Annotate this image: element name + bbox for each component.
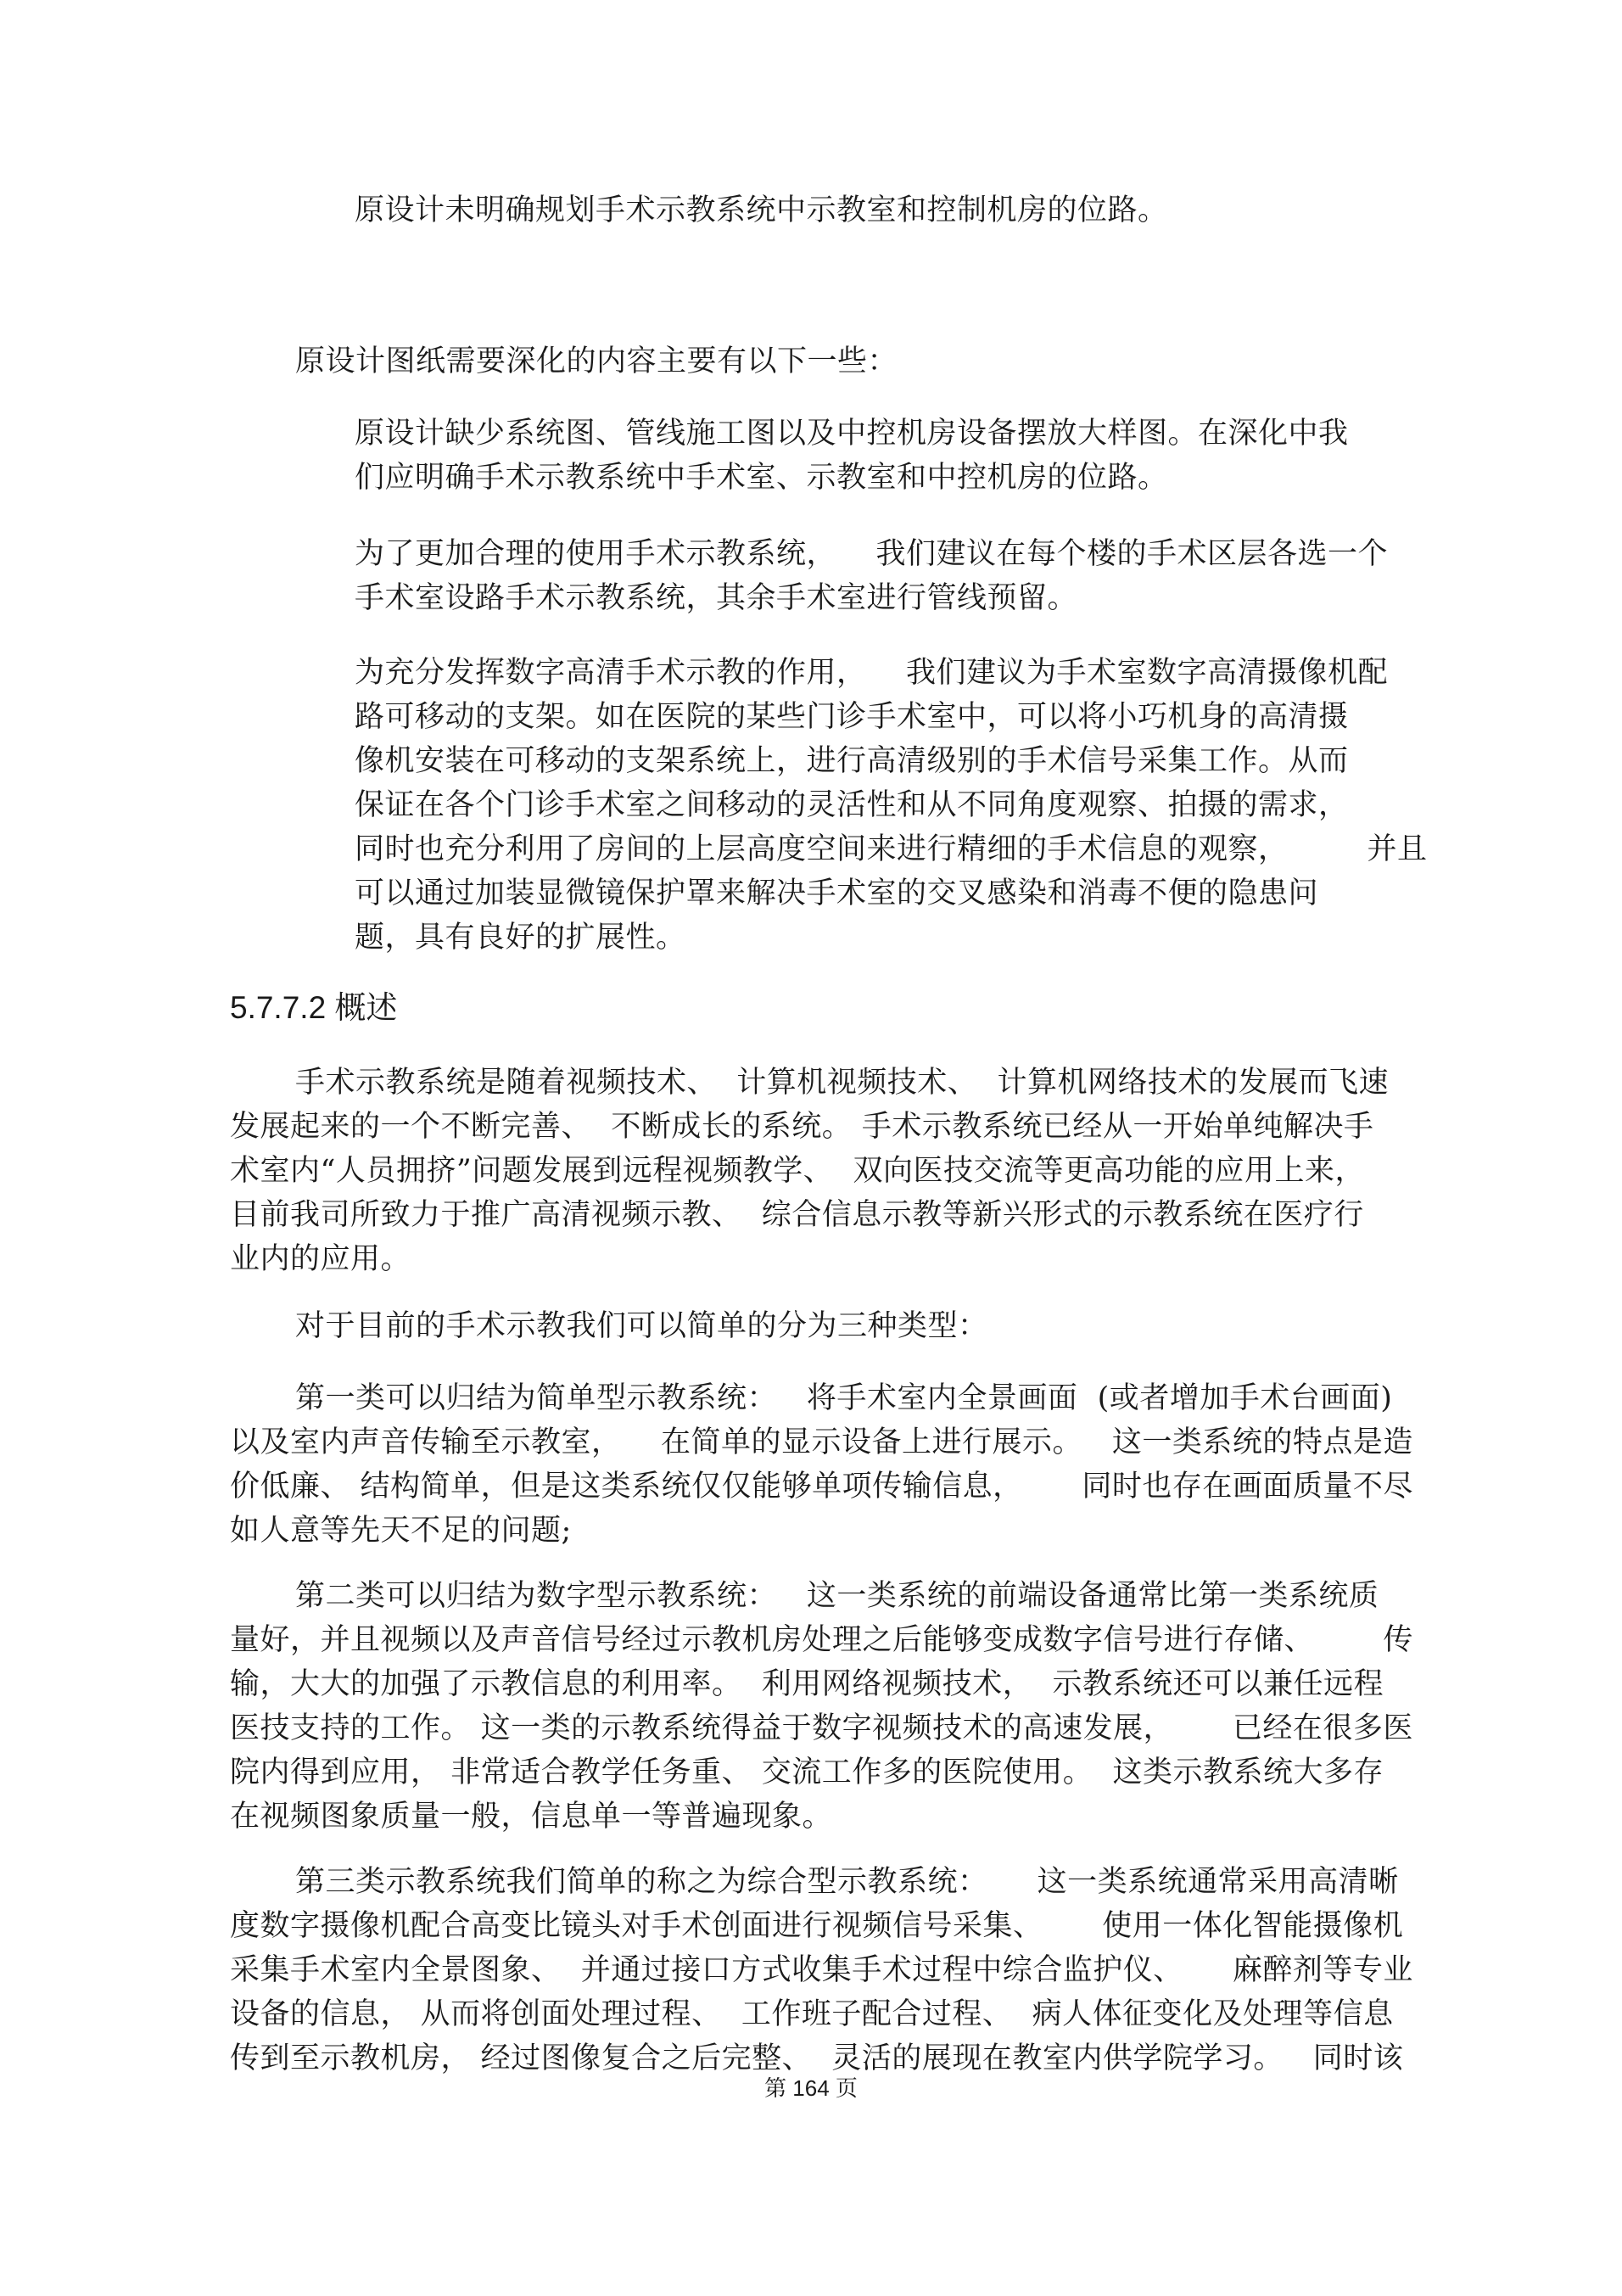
section-heading	[230, 986, 397, 1030]
paragraph-line: 为充分发挥数字高清手术示教的作用， 我们建议为手术室数字高清摄像机配	[355, 656, 1389, 690]
section-number: 5.7.7.2	[230, 990, 327, 1025]
paragraph-line: 手术示教系统是随着视频技术、 计算机视频技术、 计算机网络技术的发展而飞速	[295, 1066, 1390, 1100]
paragraph-line: 可以通过加装显微镜保护罩来解决手术室的交叉感染和消毒不便的隐患问	[355, 876, 1319, 910]
paragraph-line: 量好，并且视频以及声音信号经过示教机房处理之后能够变成数字信号进行存储、 传	[230, 1623, 1413, 1657]
paragraph-line: 度数字摄像机配合高变比镜头对手术创面进行视频信号采集、 使用一体化智能摄像机	[230, 1909, 1404, 1943]
paragraph-line: 术室内“人员拥挤”问题发展到远程视频教学、 双向医技交流等更高功能的应用上来，	[230, 1154, 1366, 1188]
paragraph-line: 题，具有良好的扩展性。	[355, 921, 686, 955]
paragraph-line: 以及室内声音传输至示教室， 在简单的显示设备上进行展示。 这一类系统的特点是造	[230, 1425, 1413, 1459]
paragraph-line: 同时也充分利用了房间的上层高度空间来进行精细的手术信息的观察， 并且	[355, 832, 1428, 866]
paragraph-line: 原设计图纸需要深化的内容主要有以下一些：	[295, 344, 898, 378]
paragraph-line: 设备的信息， 从而将创面处理过程、 工作班子配合过程、 病人体征变化及处理等信息	[230, 1997, 1394, 2031]
paragraph-line: 院内得到应用， 非常适合教学任务重、 交流工作多的医院使用。 这类示教系统大多存	[230, 1756, 1384, 1789]
paragraph-line: 输，大大的加强了示教信息的利用率。 利用网络视频技术， 示教系统还可以兼任远程	[230, 1667, 1384, 1701]
paragraph-line: 原设计未明确规划手术示教系统中示教室和控制机房的位路。	[355, 193, 1168, 227]
paragraph-line: 像机安装在可移动的支架系统上，进行高清级别的手术信号采集工作。从而	[355, 744, 1349, 778]
paragraph-line: 价低廉、 结构简单，但是这类系统仅仅能够单项传输信息， 同时也存在画面质量不尽	[230, 1470, 1413, 1504]
section-title: 概述	[334, 990, 398, 1025]
paragraph-line: 医技支持的工作。 这一类的示教系统得益于数字视频技术的高速发展， 已经在很多医	[230, 1711, 1413, 1745]
paragraph-line: 保证在各个门诊手术室之间移动的灵活性和从不同角度观察、拍摄的需求，	[355, 788, 1349, 822]
paragraph-line: 原设计缺少系统图、管线施工图以及中控机房设备摆放大样图。在深化中我	[355, 417, 1349, 451]
paragraph-line: 业内的应用。	[230, 1242, 411, 1276]
paragraph-line: 对于目前的手术示教我们可以简单的分为三种类型：	[295, 1309, 988, 1343]
paragraph-line: 第一类可以归结为简单型示教系统： 将手术室内全景画面 (或者增加手术台画面)	[295, 1381, 1393, 1415]
paragraph-line: 在视频图象质量一般，信息单一等普遍现象。	[230, 1800, 833, 1834]
paragraph-line: 目前我司所致力于推广高清视频示教、 综合信息示教等新兴形式的示教系统在医疗行	[230, 1198, 1364, 1232]
paragraph-line: 们应明确手术示教系统中手术室、示教室和中控机房的位路。	[355, 461, 1168, 495]
paragraph-line: 第三类示教系统我们简单的称之为综合型示教系统： 这一类系统通常采用高清晰	[295, 1865, 1399, 1899]
paragraph-line: 传到至示教机房， 经过图像复合之后完整、 灵活的展现在教室内供学院学习。 同时该	[230, 2041, 1404, 2075]
paragraph-line: 手术室设路手术示教系统，其余手术室进行管线预留。	[355, 581, 1078, 615]
paragraph-line: 如人意等先天不足的问题;	[230, 1514, 572, 1548]
paragraph-line: 发展起来的一个不断完善、 不断成长的系统。 手术示教系统已经从一开始单纯解决手	[230, 1110, 1374, 1144]
paragraph-line: 路可移动的支架。如在医院的某些门诊手术室中，可以将小巧机身的高清摄	[355, 700, 1349, 734]
page-number: 第 164 页	[764, 2075, 858, 2101]
paragraph-line: 为了更加合理的使用手术示教系统， 我们建议在每个楼的手术区层各选一个	[355, 537, 1389, 571]
paragraph-line: 第二类可以归结为数字型示教系统： 这一类系统的前端设备通常比第一类系统质	[295, 1579, 1379, 1613]
paragraph-line: 采集手术室内全景图象、 并通过接口方式收集手术过程中综合监护仪、 麻醉剂等专业	[230, 1953, 1413, 1987]
